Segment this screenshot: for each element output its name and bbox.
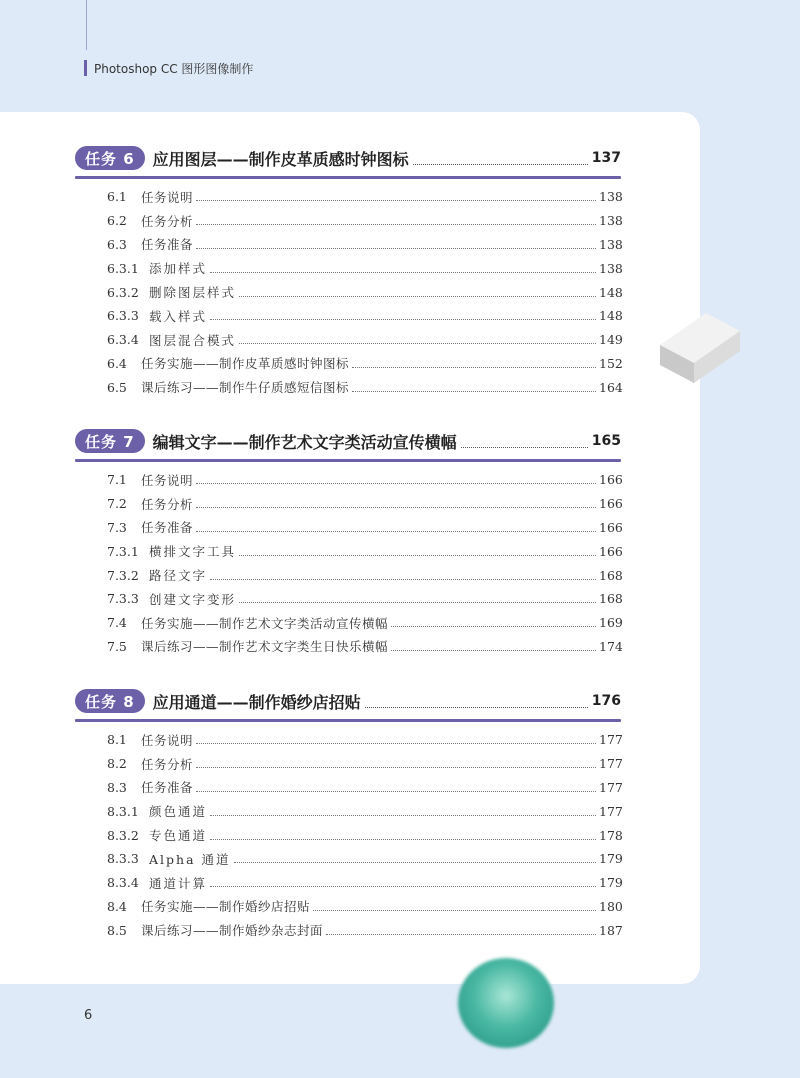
entry-title: 任务分析 xyxy=(141,496,194,512)
entry-title: 任务实施——制作艺术文字类活动宣传横幅 xyxy=(141,615,389,631)
entry-number: 7.1 xyxy=(107,472,127,488)
entry-page: 148 xyxy=(599,308,623,324)
entry-title: Alpha 通道 xyxy=(149,851,231,867)
entry-number: 6.2 xyxy=(107,213,127,229)
section-page: 176 xyxy=(591,693,621,709)
decor-cube-icon xyxy=(658,305,742,385)
entry-page: 168 xyxy=(599,591,623,607)
entry-number: 6.3 xyxy=(107,236,127,252)
task-tag: 任务 6 xyxy=(75,146,145,170)
toc-subentry[interactable] xyxy=(75,328,621,352)
entry-page: 152 xyxy=(599,355,623,371)
task-tag: 任务 8 xyxy=(75,689,145,713)
entry-title: 任务准备 xyxy=(141,237,194,253)
entry-page: 138 xyxy=(599,260,623,276)
leader-dots xyxy=(239,547,596,556)
entry-title: 任务准备 xyxy=(141,520,194,536)
entry-title: 专色通道 xyxy=(149,828,208,844)
entry-title: 载入样式 xyxy=(149,308,208,324)
leader-dots xyxy=(210,571,596,580)
entry-number: 8.1 xyxy=(107,732,127,748)
leader-dots xyxy=(365,695,588,708)
entry-number: 6.3.3 xyxy=(107,308,139,324)
toc-section-7 xyxy=(75,428,621,658)
section-heading[interactable] xyxy=(75,145,621,171)
entry-number: 6.3.2 xyxy=(107,284,139,300)
section-title: 应用通道——制作婚纱店招贴 xyxy=(152,692,361,712)
entry-number: 6.3.4 xyxy=(107,332,139,348)
entry-page: 187 xyxy=(599,922,623,938)
entry-page: 166 xyxy=(599,519,623,535)
entry-title: 任务分析 xyxy=(141,213,194,229)
entry-title: 课后练习——制作婚纱杂志封面 xyxy=(141,923,324,939)
entry-page: 180 xyxy=(599,898,623,914)
toc-entry[interactable] xyxy=(75,776,621,800)
toc-entry[interactable] xyxy=(75,185,621,209)
leader-dots xyxy=(196,216,596,225)
leader-dots xyxy=(352,359,596,368)
toc-entry[interactable] xyxy=(75,468,621,492)
leader-dots xyxy=(196,759,596,768)
leader-dots xyxy=(210,878,596,887)
entry-title: 任务说明 xyxy=(141,732,194,748)
leader-dots xyxy=(391,642,596,651)
leader-dots xyxy=(210,807,596,816)
entry-number: 8.3.4 xyxy=(107,875,139,891)
leader-dots xyxy=(210,311,596,320)
leader-dots xyxy=(239,288,596,297)
entry-title: 创建文字变形 xyxy=(149,591,237,607)
toc-entry[interactable] xyxy=(75,516,621,540)
entry-page: 174 xyxy=(599,638,623,654)
toc-entry[interactable] xyxy=(75,728,621,752)
entry-title: 通道计算 xyxy=(149,875,208,891)
entry-page: 177 xyxy=(599,756,623,772)
entry-number: 8.3.3 xyxy=(107,851,139,867)
section-page: 165 xyxy=(591,433,621,449)
leader-dots xyxy=(326,926,596,935)
entry-title: 横排文字工具 xyxy=(149,544,237,560)
entry-title: 课后练习——制作牛仔质感短信图标 xyxy=(141,380,350,396)
leader-dots xyxy=(461,435,588,448)
leader-dots xyxy=(196,192,596,201)
entry-page: 164 xyxy=(599,379,623,395)
entry-title: 图层混合模式 xyxy=(149,332,237,348)
entry-page: 177 xyxy=(599,732,623,748)
header-bar xyxy=(84,60,87,76)
toc-entry[interactable] xyxy=(75,233,621,257)
task-tag: 任务 7 xyxy=(75,429,145,453)
entry-number: 8.5 xyxy=(107,922,127,938)
toc-entry[interactable] xyxy=(75,752,621,776)
toc-subentry[interactable] xyxy=(75,847,621,871)
entry-title: 路径文字 xyxy=(149,568,208,584)
toc-entry[interactable] xyxy=(75,895,621,919)
entry-number: 6.4 xyxy=(107,355,127,371)
entry-number: 7.2 xyxy=(107,496,127,512)
leader-dots xyxy=(239,335,596,344)
entry-number: 6.5 xyxy=(107,379,127,395)
entry-page: 177 xyxy=(599,803,623,819)
entry-page: 177 xyxy=(599,779,623,795)
entry-title: 任务实施——制作皮革质感时钟图标 xyxy=(141,356,350,372)
entry-page: 166 xyxy=(599,543,623,559)
entry-title: 任务说明 xyxy=(141,189,194,205)
entry-list xyxy=(75,728,621,942)
section-underline xyxy=(75,459,621,462)
entry-title: 任务分析 xyxy=(141,756,194,772)
leader-dots xyxy=(234,854,596,863)
entry-page: 178 xyxy=(599,827,623,843)
entry-page: 166 xyxy=(599,472,623,488)
entry-number: 7.4 xyxy=(107,615,127,631)
entry-number: 7.3.1 xyxy=(107,543,139,559)
entry-page: 138 xyxy=(599,236,623,252)
entry-list xyxy=(75,468,621,658)
entry-page: 179 xyxy=(599,851,623,867)
entry-number: 8.3 xyxy=(107,779,127,795)
entry-page: 148 xyxy=(599,284,623,300)
entry-number: 8.3.1 xyxy=(107,803,139,819)
toc-entry[interactable] xyxy=(75,375,621,399)
toc-subentry[interactable] xyxy=(75,799,621,823)
toc-entry[interactable] xyxy=(75,918,621,942)
leader-dots xyxy=(413,152,588,165)
toc-subentry[interactable] xyxy=(75,823,621,847)
leader-dots xyxy=(196,735,596,744)
entry-number: 6.3.1 xyxy=(107,260,139,276)
section-underline xyxy=(75,719,621,722)
book-title: Photoshop CC 图形图像制作 xyxy=(94,61,254,76)
toc-subentry[interactable] xyxy=(75,563,621,587)
entry-number: 7.5 xyxy=(107,638,127,654)
toc-subentry[interactable] xyxy=(75,304,621,328)
entry-page: 168 xyxy=(599,567,623,583)
toc-entry[interactable] xyxy=(75,492,621,516)
toc-subentry[interactable] xyxy=(75,256,621,280)
toc-section-6 xyxy=(75,145,621,399)
toc-subentry[interactable] xyxy=(75,280,621,304)
entry-number: 6.1 xyxy=(107,189,127,205)
toc-subentry[interactable] xyxy=(75,587,621,611)
toc-entry[interactable] xyxy=(75,209,621,233)
leader-dots xyxy=(196,240,596,249)
toc-section-8 xyxy=(75,688,621,942)
decor-sphere-icon xyxy=(458,958,554,1048)
entry-number: 8.4 xyxy=(107,898,127,914)
entry-list xyxy=(75,185,621,399)
leader-dots xyxy=(210,831,596,840)
running-header xyxy=(84,60,253,76)
leader-dots xyxy=(391,618,596,627)
entry-number: 7.3 xyxy=(107,519,127,535)
entry-title: 删除图层样式 xyxy=(149,285,237,301)
entry-title: 颜色通道 xyxy=(149,804,208,820)
leader-dots xyxy=(196,783,596,792)
entry-page: 138 xyxy=(599,213,623,229)
leader-dots xyxy=(313,902,596,911)
section-title: 应用图层——制作皮革质感时钟图标 xyxy=(152,149,409,169)
entry-page: 138 xyxy=(599,189,623,205)
leader-dots xyxy=(196,523,596,532)
section-title: 编辑文字——制作艺术文字类活动宣传横幅 xyxy=(152,432,457,452)
entry-number: 8.2 xyxy=(107,756,127,772)
entry-page: 169 xyxy=(599,615,623,631)
toc-entry[interactable] xyxy=(75,635,621,659)
leader-dots xyxy=(239,594,596,603)
entry-title: 任务说明 xyxy=(141,472,194,488)
entry-title: 任务准备 xyxy=(141,780,194,796)
entry-page: 179 xyxy=(599,875,623,891)
leader-dots xyxy=(352,383,596,392)
toc-entry[interactable] xyxy=(75,352,621,376)
entry-title: 任务实施——制作婚纱店招贴 xyxy=(141,899,311,915)
entry-number: 8.3.2 xyxy=(107,827,139,843)
toc-subentry[interactable] xyxy=(75,539,621,563)
section-underline xyxy=(75,176,621,179)
entry-title: 课后练习——制作艺术文字类生日快乐横幅 xyxy=(141,639,389,655)
page-number: 6 xyxy=(84,1008,93,1023)
toc-entry[interactable] xyxy=(75,611,621,635)
toc-subentry[interactable] xyxy=(75,871,621,895)
top-decor-line xyxy=(86,0,87,50)
section-heading[interactable] xyxy=(75,688,621,714)
leader-dots xyxy=(210,264,596,273)
section-page: 137 xyxy=(591,150,621,166)
section-heading[interactable] xyxy=(75,428,621,454)
leader-dots xyxy=(196,475,596,484)
entry-title: 添加样式 xyxy=(149,261,208,277)
entry-number: 7.3.2 xyxy=(107,567,139,583)
entry-page: 166 xyxy=(599,496,623,512)
leader-dots xyxy=(196,499,596,508)
entry-page: 149 xyxy=(599,332,623,348)
entry-number: 7.3.3 xyxy=(107,591,139,607)
